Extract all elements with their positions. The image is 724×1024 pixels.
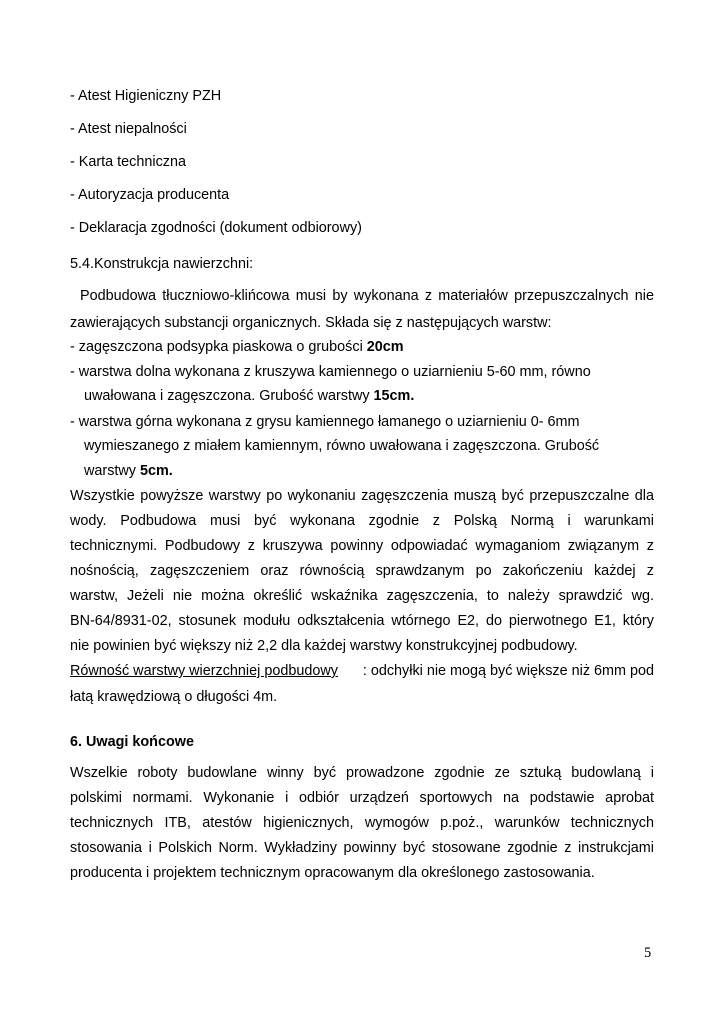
paragraph-line [70, 662, 654, 680]
layer-thickness: 15cm. [373, 388, 415, 404]
paragraph-line: wody. Podbudowa musi być wykonana zgodnie z Polską Normą i warunkami [70, 513, 654, 529]
paragraph-line: polskimi normami. Wykonanie i odbiór urządzeń sportowych na podstawie aprobat [70, 790, 654, 806]
layer-text: warstwy [84, 463, 140, 479]
layer-thickness: 20cm [366, 339, 404, 355]
list-item: - Autoryzacja producenta [70, 187, 230, 203]
paragraph-line: technicznymi. Podbudowy z kruszywa powinny odpowiadać wymaganiom związanym z [70, 538, 654, 554]
layer-text: - zagęszczona podsypka piaskowa o grubości [70, 339, 367, 355]
paragraph-line: stosowania i Polskich Norm. Wykładziny powinny być stosowane zgodnie z instrukcjami [70, 840, 654, 856]
list-item: - Atest niepalności [70, 121, 187, 137]
layer-item: - warstwa górna wykonana z grysu kamiennego łamanego o uziarnieniu 0- 6mm [70, 414, 580, 430]
paragraph-line: producenta i projektem technicznym opracowanym dla określonego zastosowania. [70, 865, 595, 881]
paragraph-line: Wszelkie roboty budowlane winny być prowadzone zgodnie ze sztuką budowlaną i [70, 765, 654, 781]
section-heading: 5.4.Konstrukcja nawierzchni: [70, 256, 254, 272]
paragraph-line: łatą krawędziową o długości 4m. [70, 689, 278, 705]
paragraph-line: nie powinien być większy niż 2,2 dla każdej warstwy konstrukcyjnej podbudowy. [70, 638, 578, 654]
paragraph-text: : odchyłki nie mogą być większe niż 6mm pod [362, 663, 654, 679]
layer-item [70, 338, 404, 356]
paragraph-line: nośnością, zagęszczeniem oraz równością sprawdzanym po zakończeniu każdej z [70, 563, 654, 579]
section-heading: 6. Uwagi końcowe [70, 734, 194, 750]
layer-text: uwałowana i zagęszczona. Grubość warstwy [84, 388, 374, 404]
paragraph-line: Podbudowa tłuczniowo-klińcowa musi by wykonana z materiałów przepuszczalnych nie [80, 288, 654, 304]
layer-item-continuation [84, 387, 414, 405]
paragraph-line: zawierających substancji organicznych. Składa się z następujących warstw: [70, 315, 552, 331]
layer-thickness: 5cm. [139, 463, 173, 479]
underlined-term: Równość warstwy wierzchniej podbudowy [70, 663, 338, 679]
layer-item-continuation [84, 462, 173, 480]
list-item: - Atest Higieniczny PZH [70, 88, 222, 104]
paragraph-line: technicznych ITB, atestów higienicznych, wymogów p.poż., warunków technicznych [70, 815, 654, 831]
page-number: 5 [644, 945, 652, 961]
paragraph-line: warstw, Jeżeli nie można określić wskaźnika zagęszczenia, to należy sprawdzić wg. [70, 588, 654, 604]
layer-item: - warstwa dolna wykonana z kruszywa kamiennego o uziarnieniu 5-60 mm, równo [70, 364, 591, 380]
list-item: - Karta techniczna [70, 154, 186, 170]
layer-item-continuation: wymieszanego z miałem kamiennym, równo uwałowana i zagęszczona. Grubość [84, 438, 600, 454]
paragraph-line: Wszystkie powyższe warstwy po wykonaniu zagęszczenia muszą być przepuszczalne dla [70, 488, 654, 504]
paragraph-line: BN-64/8931-02, stosunek modułu odkształcenia wtórnego E2, do pierwotnego E1, który [70, 613, 654, 629]
list-item: - Deklaracja zgodności (dokument odbiorowy) [70, 220, 362, 236]
